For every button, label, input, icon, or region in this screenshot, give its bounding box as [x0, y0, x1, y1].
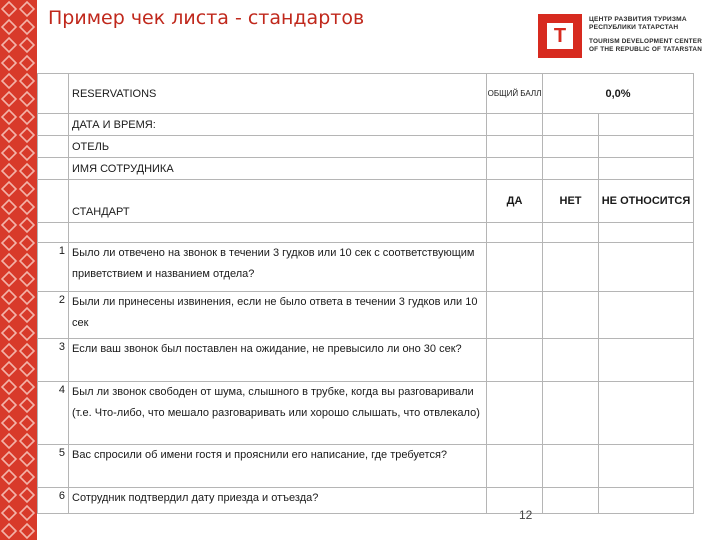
diamond-pattern-icon — [0, 0, 37, 540]
question-number: 6 — [38, 488, 69, 514]
question-text: Было ли отвечено на звонок в течении 3 гудков или 10 сек с соответствующим приветствием и названием отдела? — [69, 243, 487, 292]
question-text: Если ваш звонок был поставлен на ожидание, не превысило ли оно 30 сек? — [69, 339, 487, 382]
answer-no-cell[interactable] — [543, 488, 599, 514]
table-row — [38, 339, 694, 382]
answer-na-cell[interactable] — [599, 445, 694, 488]
standard-label: СТАНДАРТ — [69, 180, 487, 223]
table-row — [38, 292, 694, 339]
question-text: Был ли звонок свободен от шума, слышного в трубке, когда вы разговаривали (т.е. Что-либо, что мешало разговаривать или хорошо слышать, что отвлекало) — [69, 382, 487, 445]
logo-en-line1: TOURISM DEVELOPMENT CENTER — [589, 38, 703, 45]
answer-na-cell[interactable] — [599, 292, 694, 339]
answer-na-cell[interactable] — [599, 382, 694, 445]
answer-no-cell[interactable] — [543, 339, 599, 382]
table-row — [38, 243, 694, 292]
answer-no-cell[interactable] — [543, 243, 599, 292]
table-row — [38, 488, 694, 514]
logo-ru-line2: РЕСПУБЛИКИ ТАТАРСТАН — [589, 24, 679, 31]
logo-en-line2: OF THE REPUBLIC OF TATARSTAN — [589, 46, 703, 53]
hotel-label: ОТЕЛЬ — [69, 136, 487, 158]
page-number: 12 — [519, 508, 533, 522]
logo-ru-line1: ЦЕНТР РАЗВИТИЯ ТУРИЗМА — [589, 16, 687, 23]
total-score-label: ОБЩИЙ БАЛЛ — [487, 89, 542, 98]
answer-no-cell[interactable] — [543, 382, 599, 445]
answer-no-cell[interactable] — [543, 445, 599, 488]
answer-na-cell[interactable] — [599, 488, 694, 514]
answer-na-cell[interactable] — [599, 339, 694, 382]
question-text: Сотрудник подтвердил дату приезда и отъезда? — [69, 488, 487, 514]
question-number: 5 — [38, 445, 69, 488]
col-na-header: НЕ ОТНОСИТСЯ — [599, 180, 694, 223]
answer-yes-cell[interactable] — [487, 243, 543, 292]
slide-title: Пример чек листа - стандартов — [48, 7, 365, 29]
question-text: Вас спросили об имени гостя и прояснили его написание, где требуется? — [69, 445, 487, 488]
answer-yes-cell[interactable] — [487, 382, 543, 445]
tourism-center-logo — [538, 14, 718, 62]
logo-mark-letter: T — [553, 25, 567, 47]
total-score-value: 0,0% — [543, 74, 694, 114]
answer-yes-cell[interactable] — [487, 488, 543, 514]
date-time-label: ДАТА И ВРЕМЯ: — [69, 114, 487, 136]
question-number: 3 — [38, 339, 69, 382]
answer-yes-cell[interactable] — [487, 339, 543, 382]
answer-yes-cell[interactable] — [487, 445, 543, 488]
question-number: 4 — [38, 382, 69, 445]
col-yes-header: ДА — [487, 180, 543, 223]
checklist-table — [37, 73, 694, 514]
answer-no-cell[interactable] — [543, 292, 599, 339]
question-number: 2 — [38, 292, 69, 339]
answer-na-cell[interactable] — [599, 243, 694, 292]
question-text: Были ли принесены извинения, если не было ответа в течении 3 гудков или 10 сек — [69, 292, 487, 339]
question-number: 1 — [38, 243, 69, 292]
col-no-header: НЕТ — [543, 180, 599, 223]
logo-mark-icon — [538, 14, 582, 58]
answer-yes-cell[interactable] — [487, 292, 543, 339]
employee-name-label: ИМЯ СОТРУДНИКА — [69, 158, 487, 180]
section-name: RESERVATIONS — [69, 74, 487, 114]
table-row — [38, 382, 694, 445]
decorative-pattern-band — [0, 0, 37, 540]
table-row — [38, 445, 694, 488]
checklist-table-wrap — [37, 73, 693, 513]
